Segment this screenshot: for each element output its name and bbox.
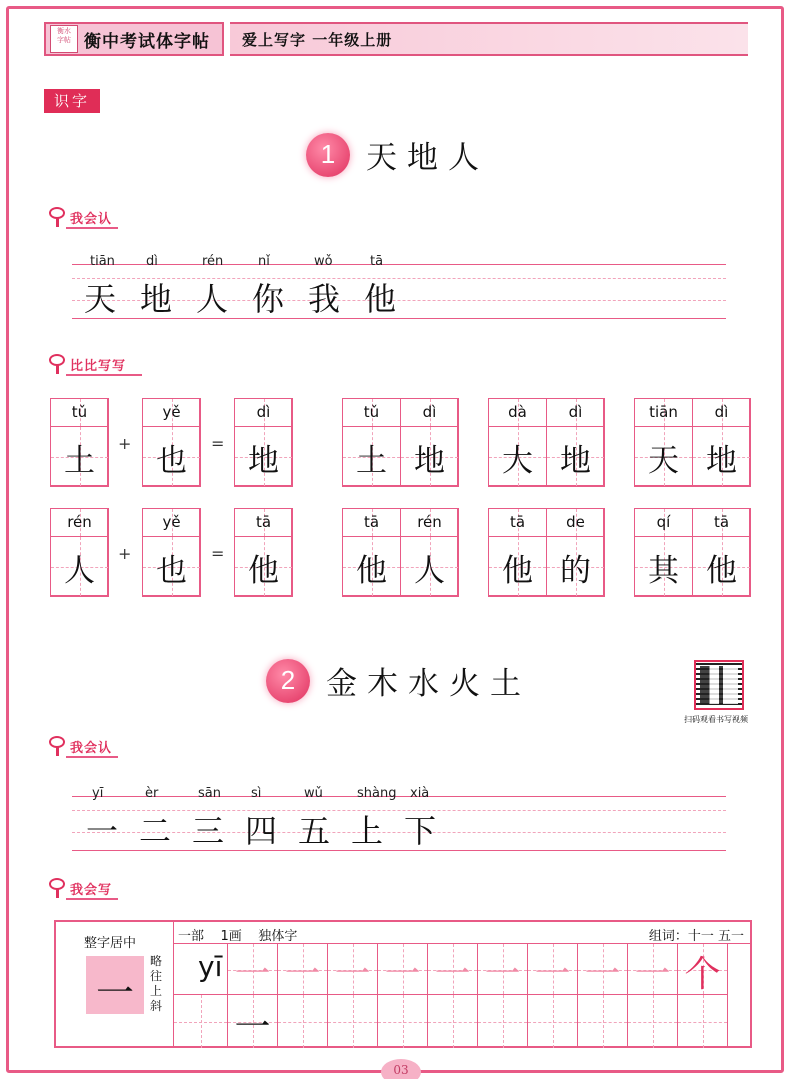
- section-label: 我会认: [70, 212, 113, 227]
- char-info: 一部 1画 独体字: [178, 929, 298, 944]
- practice-cell-row2: [328, 995, 378, 1048]
- cell-char: 人: [414, 553, 445, 589]
- hanzi-char: 四: [245, 812, 278, 850]
- tianzige-cell: [400, 398, 459, 487]
- tianzige-cell: [546, 508, 605, 597]
- pinyin-label: tā: [370, 254, 384, 269]
- tianzige-cell: [50, 398, 109, 487]
- pinyin-label: èr: [145, 786, 159, 801]
- cell-char: 地: [560, 443, 591, 479]
- book-title: 衡中考试体字帖: [84, 31, 210, 52]
- page-number: 03: [381, 1059, 421, 1079]
- tianzige-cell: [50, 508, 109, 597]
- practice-cell: [328, 944, 378, 995]
- grid-guide: [578, 1022, 627, 1023]
- cell-pinyin: tā: [363, 513, 380, 531]
- pinyin-label: xià: [410, 786, 430, 801]
- cell-pinyin: yě: [162, 513, 181, 531]
- practice-cell-row2: [478, 995, 528, 1048]
- section-label: 比比写写: [70, 359, 127, 374]
- cell-char: 其: [648, 553, 679, 589]
- grid-guide: [528, 1022, 577, 1023]
- tianzige-grid: [50, 398, 108, 486]
- tianzige-cell: [692, 508, 751, 597]
- practice-cell: [528, 944, 578, 995]
- plus-sign: +: [118, 434, 132, 453]
- tianzige-grid: [634, 398, 750, 486]
- practice-cell-row2: [528, 995, 578, 1048]
- magnifier-icon: [48, 876, 68, 898]
- practice-pinyin: yī: [198, 950, 223, 983]
- lesson-1-heading: [306, 132, 489, 177]
- section-compare: [48, 352, 126, 374]
- cell-pinyin: rén: [417, 513, 442, 531]
- model-char: 一: [95, 971, 134, 1015]
- practice-cell-row2: [378, 995, 428, 1048]
- plus-sign: +: [118, 544, 132, 563]
- cell-pinyin: tā: [255, 513, 272, 531]
- grid-guide: [328, 1022, 377, 1023]
- cell-pinyin: de: [566, 513, 585, 531]
- tianzige-cell: [342, 508, 401, 597]
- lesson-title: 天地人: [366, 140, 489, 176]
- hanzi-char: 五: [298, 812, 331, 850]
- section-underline: [66, 898, 118, 900]
- cell-pinyin: dì: [422, 403, 437, 421]
- cell-char: 他: [502, 553, 533, 589]
- equals-sign: =: [211, 434, 225, 453]
- lesson-number: 1: [306, 133, 350, 177]
- practice-cell-row2: [678, 995, 728, 1048]
- hanzi-char: 三: [192, 812, 225, 850]
- cell-char: 地: [706, 443, 737, 479]
- cell-char: 土: [356, 443, 387, 479]
- lesson-title: 金木水火土: [326, 666, 531, 702]
- tianzige-grid: [342, 398, 458, 486]
- practice-cell: [428, 944, 478, 995]
- pinyin-label: shàng: [357, 786, 397, 801]
- writing-practice-box: [54, 920, 752, 1048]
- cell-pinyin: yě: [162, 403, 181, 421]
- grid-guide: [378, 1022, 427, 1023]
- pinyin-cell: [174, 944, 228, 995]
- practice-cell: [228, 944, 278, 995]
- practice-cell: [578, 944, 628, 995]
- practice-cell-row2: [278, 995, 328, 1048]
- cell-pinyin: dì: [568, 403, 583, 421]
- tianzige-cell: [142, 398, 201, 487]
- practice-cell: [378, 944, 428, 995]
- hanzi-char: 一: [86, 812, 119, 850]
- grid-guide: [174, 1022, 227, 1023]
- cell-char: 也: [156, 443, 187, 479]
- pinyin-label: sān: [198, 786, 221, 801]
- cell-pinyin: tiān: [649, 403, 678, 421]
- practice-char: 一: [284, 954, 321, 995]
- hanzi-char: 人: [196, 280, 229, 318]
- hanzi-char: 二: [139, 812, 172, 850]
- tianzige-cell: [400, 508, 459, 597]
- section-underline: [66, 227, 118, 229]
- hanzi-char: 你: [252, 280, 285, 318]
- tianzige-cell: [634, 508, 693, 597]
- cell-char: 大: [502, 443, 533, 479]
- info-bar: [174, 922, 750, 944]
- tianzige-cell: [546, 398, 605, 487]
- practice-cell-row2: [628, 995, 678, 1048]
- tianzige-cell: [234, 398, 293, 487]
- pinyin-label: rén: [202, 254, 224, 269]
- section-label: 我会认: [70, 741, 113, 756]
- cell-char: 他: [706, 553, 737, 589]
- hanzi-char: 下: [404, 812, 437, 850]
- section-write: [48, 876, 112, 898]
- character-model-panel: [56, 922, 174, 1046]
- tianzige-cell: [488, 508, 547, 597]
- category-tag: 识字: [44, 89, 100, 113]
- tianzige-grid: [342, 508, 458, 596]
- practice-char: 一: [334, 954, 371, 995]
- cell-char: 的: [560, 553, 591, 589]
- layout-label: 整字居中: [84, 936, 137, 951]
- pinyin-label: wǔ: [304, 786, 323, 801]
- practice-char: 一: [484, 954, 521, 995]
- tianzige-grid: [142, 508, 200, 596]
- cell-pinyin: dà: [508, 403, 527, 421]
- practice-cell: [628, 944, 678, 995]
- cell-pinyin: rén: [67, 513, 92, 531]
- cell-pinyin: tǔ: [363, 403, 380, 421]
- tianzige-grid: [234, 508, 292, 596]
- tianzige-grid: [488, 398, 604, 486]
- tianzige-cell: [342, 398, 401, 487]
- tianzige-cell: [234, 508, 293, 597]
- book-title-banner: [44, 22, 224, 56]
- cell-pinyin: dì: [714, 403, 729, 421]
- qr-code[interactable]: [694, 660, 744, 710]
- cell-char: 人: [64, 553, 95, 589]
- lesson-2-heading: [266, 658, 531, 703]
- book-subtitle-banner: [230, 22, 748, 56]
- practice-char: 一: [434, 954, 471, 995]
- grid-guide: [428, 1022, 477, 1023]
- tianzige-grid: [488, 508, 604, 596]
- cell-pinyin: tā: [713, 513, 730, 531]
- hanzi-char: 我: [308, 280, 341, 318]
- section-underline: [66, 374, 142, 376]
- qr-caption: 扫码观看书写视频: [684, 715, 748, 724]
- practice-char: 一: [234, 954, 271, 995]
- tianzige-grid: [142, 398, 200, 486]
- tianzige-cell: [488, 398, 547, 487]
- magnifier-icon: [48, 352, 68, 374]
- tianzige-grid: [234, 398, 292, 486]
- grid-guide: [628, 1022, 677, 1023]
- tianzige-cell: [692, 398, 751, 487]
- tianzige-cell: [142, 508, 201, 597]
- practice-cell: [478, 944, 528, 995]
- pinyin-label: dì: [146, 254, 158, 269]
- pinyin-label: nǐ: [258, 254, 270, 269]
- practice-cell-row2: [228, 995, 278, 1048]
- equals-sign: =: [211, 544, 225, 563]
- practice-cell-row2: [428, 995, 478, 1048]
- section-recognize-2: [48, 734, 112, 756]
- cell-char: 他: [356, 553, 387, 589]
- practice-cell: [678, 944, 728, 995]
- grid-guide: [678, 1022, 727, 1023]
- publisher-seal: 衡水 字帖: [50, 25, 78, 53]
- cell-pinyin: qí: [656, 513, 671, 531]
- cell-char: 天: [648, 443, 679, 479]
- cell-char: 地: [248, 443, 279, 479]
- practice-cell: [278, 944, 328, 995]
- practice-char: 个: [684, 954, 721, 995]
- cell-pinyin: tǔ: [71, 403, 88, 421]
- word-examples: 组词：十一 五一: [648, 929, 744, 944]
- magnifier-icon: [48, 205, 68, 227]
- grid-guide: [478, 1022, 527, 1023]
- pinyin-label: sì: [251, 786, 262, 801]
- section-recognize-1: [48, 205, 112, 227]
- cell-char: 也: [156, 553, 187, 589]
- practice-char: 一: [634, 954, 671, 995]
- cell-char: 地: [414, 443, 445, 479]
- hanzi-char: 天: [84, 280, 117, 318]
- cell-char: 土: [64, 443, 95, 479]
- pinyin-label: wǒ: [314, 254, 333, 269]
- cell-char: 他: [248, 553, 279, 589]
- pinyin-label: yī: [92, 786, 104, 801]
- grid-guide: [278, 1022, 327, 1023]
- tianzige-cell: [634, 398, 693, 487]
- model-char-box: [86, 956, 144, 1014]
- cell-pinyin: tā: [509, 513, 526, 531]
- section-label: 我会写: [70, 883, 113, 898]
- practice-cell-row2: [174, 995, 228, 1048]
- book-subtitle: 爱上写字 一年级上册: [242, 30, 393, 49]
- tianzige-grid: [50, 508, 108, 596]
- practice-char: 一: [234, 1007, 271, 1048]
- practice-char: 一: [384, 954, 421, 995]
- cell-pinyin: dì: [256, 403, 271, 421]
- hanzi-char: 地: [140, 280, 173, 318]
- practice-cell-row2: [578, 995, 628, 1048]
- hanzi-char: 他: [364, 280, 397, 318]
- practice-char: 一: [584, 954, 621, 995]
- tianzige-grid: [634, 508, 750, 596]
- magnifier-icon: [48, 734, 68, 756]
- lesson-number: 2: [266, 659, 310, 703]
- hanzi-char: 上: [351, 812, 384, 850]
- pinyin-label: tiān: [90, 254, 115, 269]
- practice-char: 一: [534, 954, 571, 995]
- section-underline: [66, 756, 118, 758]
- stroke-tip: 略往上斜: [150, 954, 163, 1013]
